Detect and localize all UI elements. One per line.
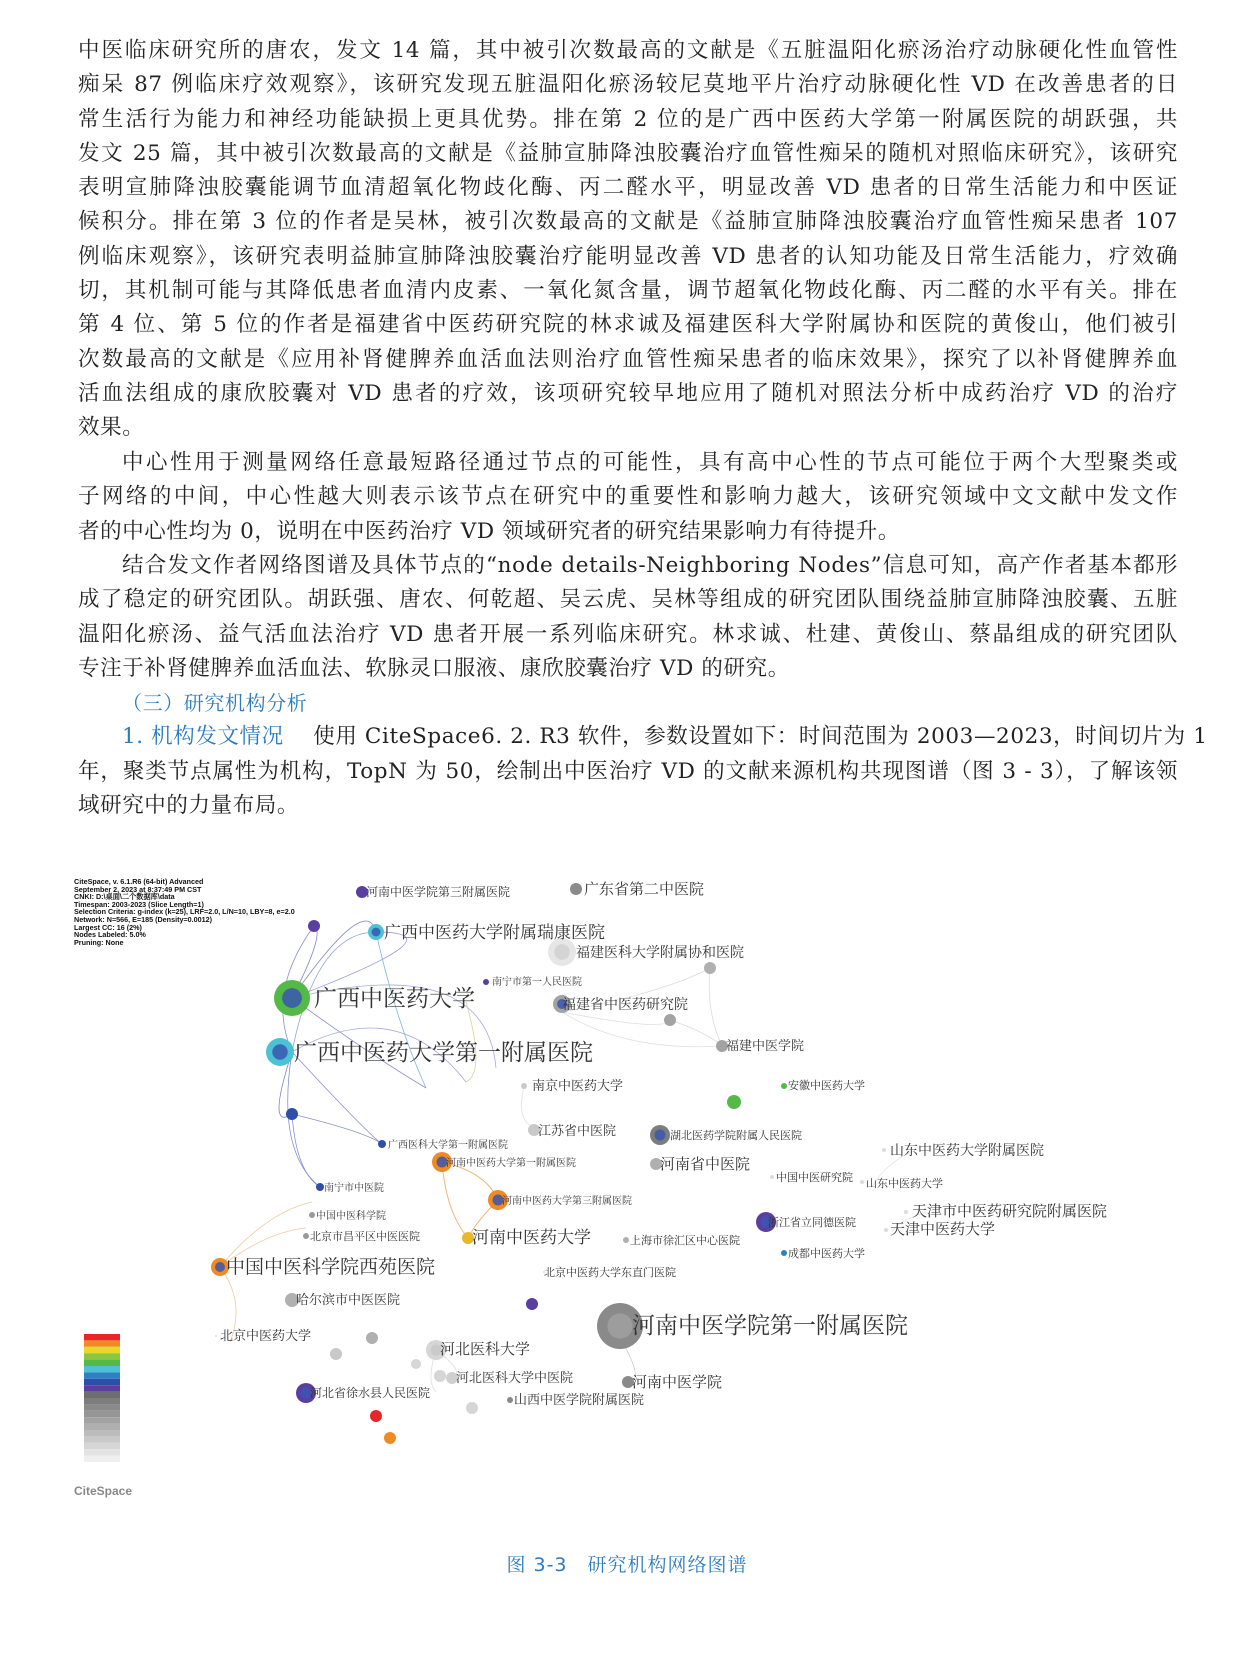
- network-node: [650, 1125, 670, 1145]
- node-label: 河南中医学院第三附属医院: [366, 885, 511, 899]
- text-line: 候积分。排在第 3 位的作者是吴林，被引次数最高的文献是《益肺宣肺降浊胶囊治疗血管性痴呆患者 107: [78, 209, 1178, 235]
- text-line: 域研究中的力量布局。: [78, 792, 300, 818]
- network-node: [215, 1335, 217, 1337]
- text-line: 中医临床研究所的唐农，发文 14 篇，其中被引次数最高的文献是《五脏温阳化瘀汤治疗动脉硬化性血管性: [78, 38, 1178, 63]
- text-line: 中心性用于测量网络任意最短路径通过节点的可能性，具有高中心性的节点可能位于两个大型聚类或: [122, 450, 1178, 475]
- text-line: 痴呆 87 例临床疗效观察》，该研究发现五脏温阳化瘀汤较尼莫地平片治疗动脉硬化性 VD 在改善患者的日: [78, 72, 1178, 98]
- legend-swatch: [84, 1366, 120, 1372]
- text-line: 例临床观察》，该研究表明益肺宣肺降浊胶囊治疗能明显改善 VD 患者的认知功能及日常生活能力，疗效确: [78, 243, 1178, 269]
- text-line: 效果。: [78, 415, 145, 441]
- node-label: 广东省第二中医院: [584, 880, 705, 898]
- subheading: 1. 机构发文情况: [122, 724, 284, 750]
- network-node: [466, 1402, 478, 1414]
- legend-swatch: [84, 1443, 120, 1449]
- color-legend: [84, 1334, 120, 1462]
- node-ring: [554, 944, 569, 959]
- node-label: 福建医科大学附属协和医院: [576, 945, 744, 961]
- network-node: [286, 1108, 298, 1120]
- meta-line: Network: N=566, E=185 (Density=0.0012): [74, 914, 213, 924]
- node-circle: [884, 1228, 888, 1232]
- network-node: [434, 1370, 446, 1382]
- node-label: 南宁市第一人民医院: [492, 977, 582, 988]
- text-fragment: 使用 CiteSpace6. 2. R3 软件，参数设置如下：时间范围为 2003—2023，时间切片为 1: [313, 724, 1208, 750]
- meta-line: September 2, 2023 at 8:37:49 PM CST: [74, 884, 202, 894]
- section-block: [78, 686, 1208, 823]
- node-label: 福建省中医药研究院: [562, 997, 688, 1013]
- text-line: 切，其机制可能与其降低患者血清内皮素、一氧化氮含量，调节超氧化物歧化酶、丙二醛的水平有关。排在: [78, 278, 1178, 304]
- paragraph-1: [78, 34, 1178, 446]
- node-label: 福建中医学院: [726, 1039, 805, 1054]
- node-circle: [507, 1397, 513, 1403]
- node-label: 北京中医药大学东直门医院: [544, 1266, 676, 1279]
- network-graph: [66, 872, 1188, 1512]
- node-label: 江苏省中医院: [538, 1124, 617, 1139]
- legend-swatch: [84, 1411, 120, 1417]
- network-node: [884, 1228, 888, 1232]
- network-node: [384, 1432, 396, 1444]
- legend-swatch: [84, 1347, 120, 1353]
- meta-line: Largest CC: 16 (2%): [74, 922, 142, 932]
- node-circle: [316, 1183, 324, 1191]
- citespace-logo: CiteSpace: [74, 1484, 133, 1498]
- network-node: [770, 1175, 774, 1179]
- node-circle: [303, 1233, 309, 1239]
- node-label: 天津市中医药研究院附属医院: [912, 1202, 1108, 1220]
- network-node: [664, 1014, 676, 1026]
- node-label: 山西中医学院附属医院: [514, 1393, 645, 1408]
- node-label: 河南中医药大学第三附属医院: [502, 1196, 632, 1207]
- network-node: [370, 1410, 382, 1422]
- legend-swatch: [84, 1449, 120, 1455]
- node-circle: [781, 1250, 787, 1256]
- paragraph-3: [78, 549, 1178, 686]
- network-node: [309, 1212, 315, 1218]
- network-node: [781, 1250, 787, 1256]
- node-circle: [781, 1083, 787, 1089]
- text-line: 者的中心性均为 0，说明在中医药治疗 VD 领域研究者的研究结果影响力有待提升。: [78, 518, 900, 544]
- legend-swatch: [84, 1424, 120, 1430]
- network-node: [411, 1359, 421, 1369]
- node-label: 山东中医药大学: [866, 1177, 943, 1190]
- node-label: 河南中医学院: [632, 1373, 723, 1391]
- text-line: 发文 25 篇，其中被引次数最高的文献是《益肺宣肺降浊胶囊治疗血管性痴呆的随机对照临床研究》，该研究: [78, 140, 1178, 166]
- node-circle: [770, 1175, 774, 1179]
- legend-swatch: [84, 1392, 120, 1398]
- node-label: 河南中医学院第一附属医院: [632, 1313, 908, 1339]
- text-line: 专注于补肾健脾养血活血法、软脉灵口服液、康欣胶囊治疗 VD 的研究。: [78, 655, 790, 681]
- node-label: 南宁市中医院: [324, 1183, 384, 1194]
- meta-line: CiteSpace, v. 6.1.R6 (64-bit) Advanced: [74, 877, 204, 886]
- legend-swatch: [84, 1340, 120, 1346]
- legend-swatch: [84, 1404, 120, 1410]
- node-label: 上海市徐汇区中心医院: [630, 1234, 740, 1247]
- legend-swatch: [84, 1456, 120, 1462]
- node-label: 山东中医药大学附属医院: [890, 1143, 1044, 1159]
- text-line: 结合发文作者网络图谱及具体节点的“node details-Neighboring Nodes”信息可知，高产作者基本都形: [122, 553, 1178, 578]
- citespace-metadata: [74, 878, 295, 946]
- text-line: 成了稳定的研究团队。胡跃强、唐农、何乾超、吴云虎、吴林等组成的研究团队围绕益肺宣肺降浊胶囊、五脏: [78, 587, 1178, 613]
- legend-swatch: [84, 1417, 120, 1423]
- node-label: 哈尔滨市中医医院: [296, 1293, 401, 1308]
- node-label: 湖北医药学院附属人民医院: [670, 1129, 802, 1142]
- node-label: 成都中医药大学: [788, 1247, 865, 1260]
- network-node: [781, 1083, 787, 1089]
- text-line: 表明宣肺降浊胶囊能调节血清超氧化物歧化酶、丙二醛水平，明显改善 VD 患者的日常生活能力和中医证: [78, 175, 1178, 201]
- node-label: 河南中医药大学: [472, 1228, 591, 1248]
- text-line: 第 4 位、第 5 位的作者是福建省中医药研究院的林求诚及福建医科大学附属协和医院的黄俊山，他们被引: [78, 312, 1178, 338]
- node-circle: [623, 1237, 629, 1243]
- node-ring: [215, 1262, 225, 1272]
- node-label: 河南中医药大学第一附属医院: [446, 1158, 576, 1169]
- node-label: 广西中医药大学附属瑞康医院: [384, 923, 605, 943]
- meta-line: Selection Criteria: g-index (k=25), LRF=2.0, L/N=10, LBY=8, e=2.0: [74, 907, 295, 917]
- network-node: [727, 1095, 741, 1109]
- node-ring: [272, 1044, 287, 1059]
- network-node: [570, 883, 582, 895]
- node-circle: [860, 1180, 864, 1184]
- node-circle: [521, 1083, 527, 1089]
- network-node: [704, 962, 716, 974]
- node-label: 中国中医研究院: [776, 1171, 853, 1184]
- node-label: 安徽中医药大学: [788, 1079, 865, 1092]
- node-circle: [215, 1335, 217, 1337]
- network-node: [378, 1140, 386, 1148]
- network-node: [623, 1237, 629, 1243]
- node-circle: [570, 883, 582, 895]
- network-node: [368, 924, 384, 940]
- network-node: [526, 1298, 538, 1310]
- node-label: 河北省徐水县人民医院: [310, 1386, 431, 1400]
- node-ring: [372, 928, 381, 937]
- network-node: [483, 979, 489, 985]
- section-heading: （三）研究机构分析: [122, 691, 308, 715]
- text-line: 温阳化瘀汤、益气活血法治疗 VD 患者开展一系列临床研究。林求诚、杜建、黄俊山、蔡晶组成的研究团队: [78, 621, 1178, 647]
- meta-line: Nodes Labeled: 5.0%: [74, 930, 146, 940]
- text-line: 活血法组成的康欣胶囊对 VD 患者的疗效，该项研究较早地应用了随机对照法分析中成药治疗 VD 的治疗: [78, 380, 1178, 406]
- text-line: [78, 720, 1208, 754]
- node-ring: [607, 1313, 632, 1338]
- node-ring: [655, 1130, 666, 1141]
- text-line: 年，聚类节点属性为机构，TopN 为 50，绘制出中医治疗 VD 的文献来源机构共现图谱（图 3 - 3），了解该领: [78, 758, 1178, 784]
- network-node: [366, 1332, 378, 1344]
- node-circle: [309, 1212, 315, 1218]
- legend-swatch: [84, 1372, 120, 1378]
- node-circle: [882, 1148, 886, 1152]
- network-node: [308, 920, 320, 932]
- node-ring: [282, 988, 302, 1008]
- network-node: [904, 1210, 908, 1214]
- text-line: 次数最高的文献是《应用补肾健脾养血活血法则治疗血管性痴呆患者的临床效果》，探究了以补肾健脾养血: [78, 346, 1178, 372]
- network-node: [521, 1083, 527, 1089]
- legend-swatch: [84, 1353, 120, 1359]
- network-node: [507, 1397, 513, 1403]
- legend-swatch: [84, 1379, 120, 1385]
- node-label: 天津中医药大学: [890, 1220, 996, 1238]
- node-label: 中国中医科学院: [316, 1211, 386, 1222]
- legend-swatch: [84, 1398, 120, 1404]
- legend-swatch: [84, 1385, 120, 1391]
- network-node: [274, 980, 310, 1016]
- legend-swatch: [84, 1430, 120, 1436]
- node-label: 南京中医药大学: [532, 1079, 624, 1094]
- node-label: 河北医科大学中医院: [456, 1371, 574, 1386]
- network-node: [303, 1233, 309, 1239]
- meta-line: Timespan: 2003-2023 (Slice Length=1): [74, 899, 204, 909]
- network-node: [882, 1148, 886, 1152]
- legend-swatch: [84, 1334, 120, 1340]
- node-label: 广西中医药大学: [314, 986, 475, 1012]
- text-line: 子网络的中间，中心性越大则表示该节点在研究中的重要性和影响力越大，该研究领域中文文献中发文作: [78, 484, 1178, 510]
- network-node: [266, 1038, 294, 1066]
- node-label: 北京中医药大学: [220, 1329, 312, 1344]
- node-label: 河北医科大学: [440, 1340, 531, 1358]
- node-label: 浙江省立同德医院: [768, 1216, 856, 1229]
- meta-line: Pruning: None: [74, 937, 124, 947]
- legend-swatch: [84, 1360, 120, 1366]
- node-label: 广西医科大学第一附属医院: [388, 1140, 508, 1151]
- network-figure: [66, 872, 1188, 1512]
- node-label: 北京市昌平区中医医院: [310, 1230, 420, 1243]
- figure-caption: 图 3-3 研究机构网络图谱: [506, 1554, 748, 1576]
- text-line: 常生活行为能力和神经功能缺损上更具优势。排在第 2 位的是广西中医药大学第一附属医院的胡跃强，共: [78, 106, 1178, 132]
- node-circle: [904, 1210, 908, 1214]
- node-label: 河南省中医院: [660, 1155, 751, 1173]
- node-label: 中国中医科学院西苑医院: [226, 1256, 436, 1278]
- network-node: [860, 1180, 864, 1184]
- network-node: [330, 1348, 342, 1360]
- network-node: [316, 1183, 324, 1191]
- paragraph-2: [78, 446, 1178, 549]
- legend-swatch: [84, 1436, 120, 1442]
- node-circle: [378, 1140, 386, 1148]
- node-circle: [483, 979, 489, 985]
- meta-line: CNKI: D:\桌面\二个数据库\data: [74, 892, 175, 902]
- node-label: 广西中医药大学第一附属医院: [294, 1040, 593, 1066]
